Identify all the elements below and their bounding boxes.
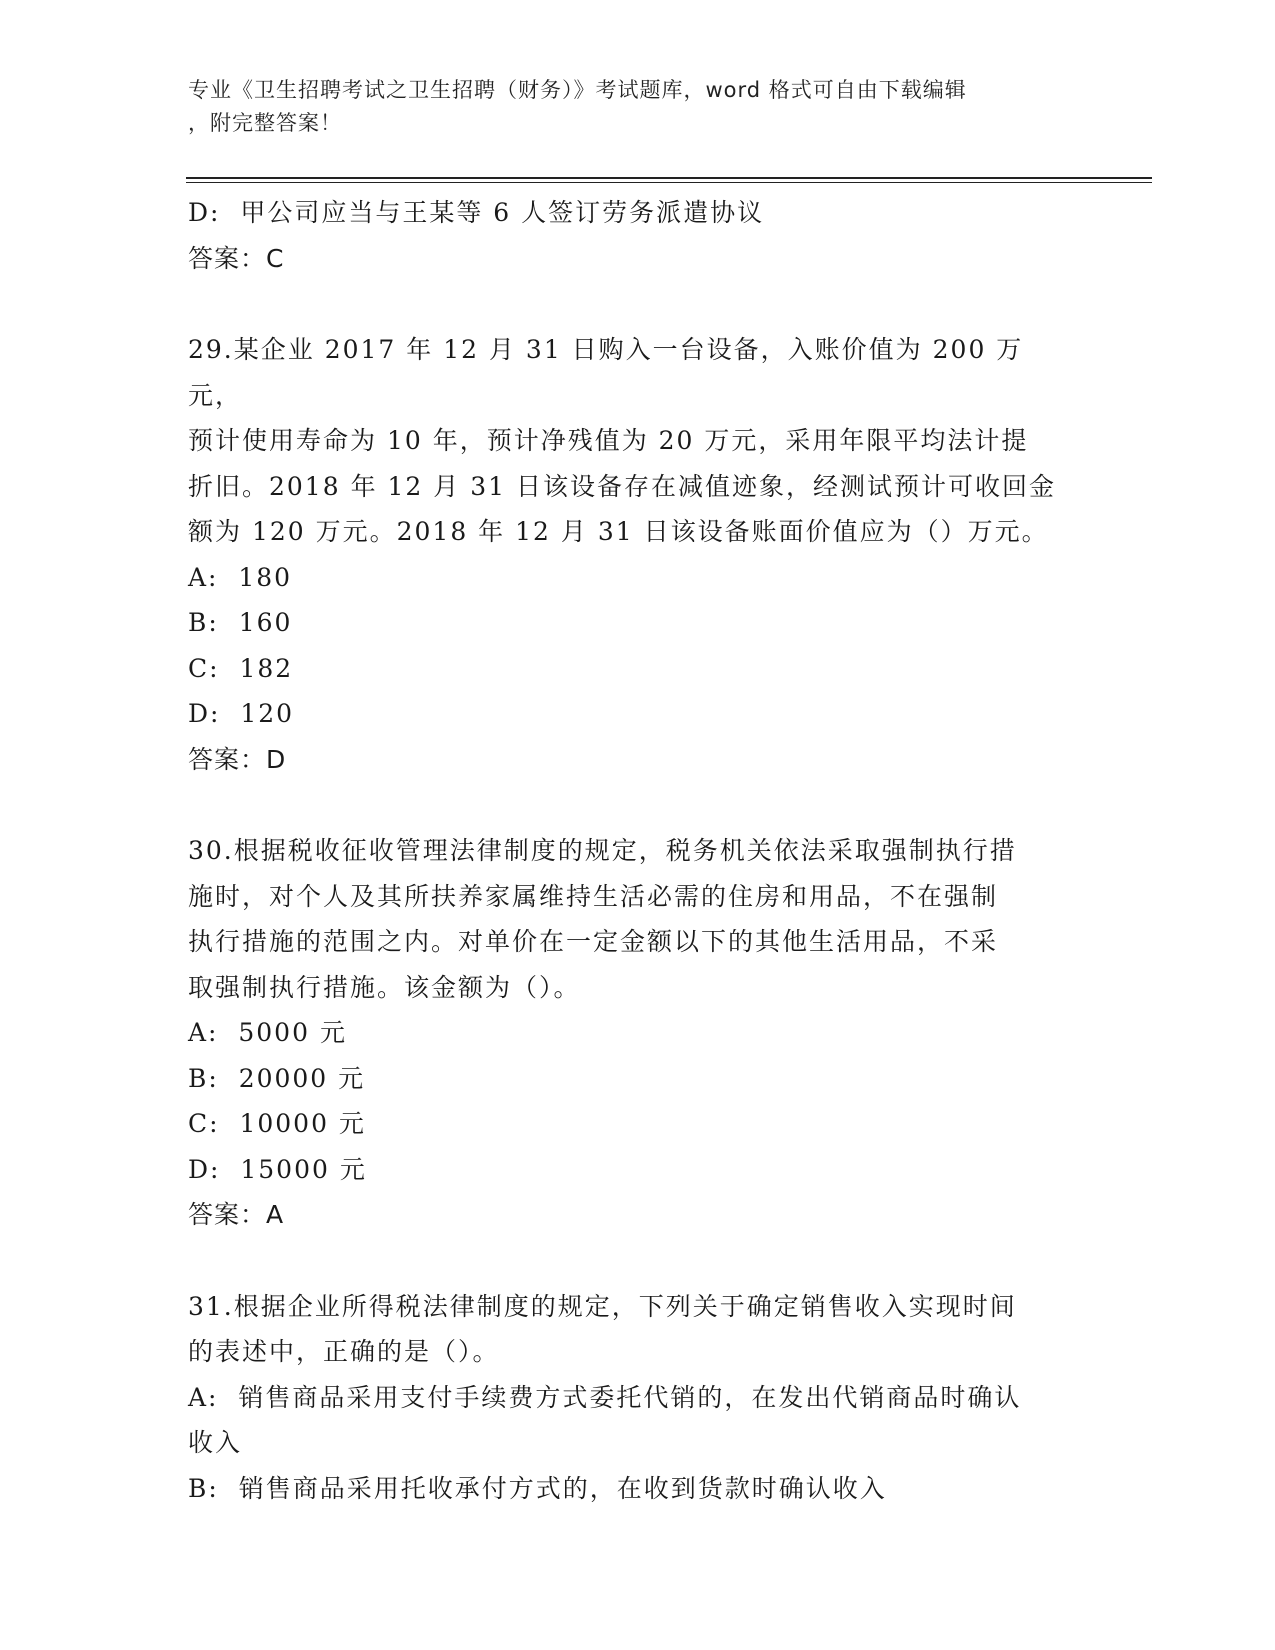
header-line-1: 专业《卫生招聘考试之卫生招聘（财务）》考试题库，word 格式可自由下载编辑 [188, 78, 967, 102]
prev-option-d: D: 甲公司应当与王某等 6 人签订劳务派遣协议 [188, 198, 765, 227]
question-30-option-c: C: 10000 元 [188, 1109, 366, 1138]
document-header [188, 74, 1068, 140]
header-divider-thick [186, 177, 1152, 179]
spacer [188, 1238, 1068, 1284]
question-30-line: 施时，对个人及其所扶养家属维持生活必需的住房和用品，不在强制 [188, 881, 999, 911]
question-29-option-b: B: 160 [188, 608, 293, 637]
question-31-option-b: B: 销售商品采用托收承付方式的，在收到货款时确认收入 [188, 1473, 887, 1503]
spacer [188, 281, 1068, 327]
spacer [188, 782, 1068, 828]
question-30-line: 取强制执行措施。该金额为（）。 [188, 972, 581, 1002]
question-30-answer: 答案：A [188, 1200, 285, 1229]
question-29-line: 预计使用寿命为 10 年，预计净残值为 20 万元，采用年限平均法计提 [188, 426, 1029, 455]
question-29-answer: 答案：D [188, 744, 287, 774]
header-divider-thin [186, 182, 1152, 183]
question-29-option-c: C: 182 [188, 653, 294, 683]
question-31-option-a: A: 销售商品采用支付手续费方式委托代销的，在发出代销商品时确认 [188, 1382, 1022, 1412]
question-29-line: 折旧。2018 年 12 月 31 日该设备存在减值迹象，经测试预计可收回金 [188, 471, 1056, 501]
prev-answer: 答案：C [188, 243, 285, 273]
question-30-option-b: B: 20000 元 [188, 1063, 366, 1093]
question-30-line: 30.根据税收征收管理法律制度的规定，税务机关依法采取强制执行措 [188, 836, 1017, 865]
question-30-option-a: A: 5000 元 [188, 1018, 347, 1047]
question-30 [188, 828, 1068, 1238]
header-line-2: ，附完整答案！ [188, 111, 342, 135]
question-30-option-d: D: 15000 元 [188, 1154, 367, 1184]
question-30-line: 执行措施的范围之内。对单价在一定金额以下的其他生活用品，不采 [188, 927, 999, 956]
question-29-line: 额为 120 万元。2018 年 12 月 31 日该设备账面价值应为（）万元。 [188, 517, 1049, 546]
question-29-option-a: A: 180 [188, 562, 293, 592]
document-body [188, 190, 1068, 1511]
question-29-line: 29.某企业 2017 年 12 月 31 日购入一台设备，入账价值为 200 万元， [188, 335, 1024, 410]
question-29 [188, 327, 1068, 782]
question-31-line: 31.根据企业所得税法律制度的规定，下列关于确定销售收入实现时间 [188, 1291, 1017, 1321]
question-29-option-d: D: 120 [188, 699, 295, 728]
question-31-line: 的表述中，正确的是（）。 [188, 1337, 500, 1366]
question-31-option-a-cont: 收入 [188, 1428, 243, 1457]
question-31 [188, 1284, 1068, 1512]
